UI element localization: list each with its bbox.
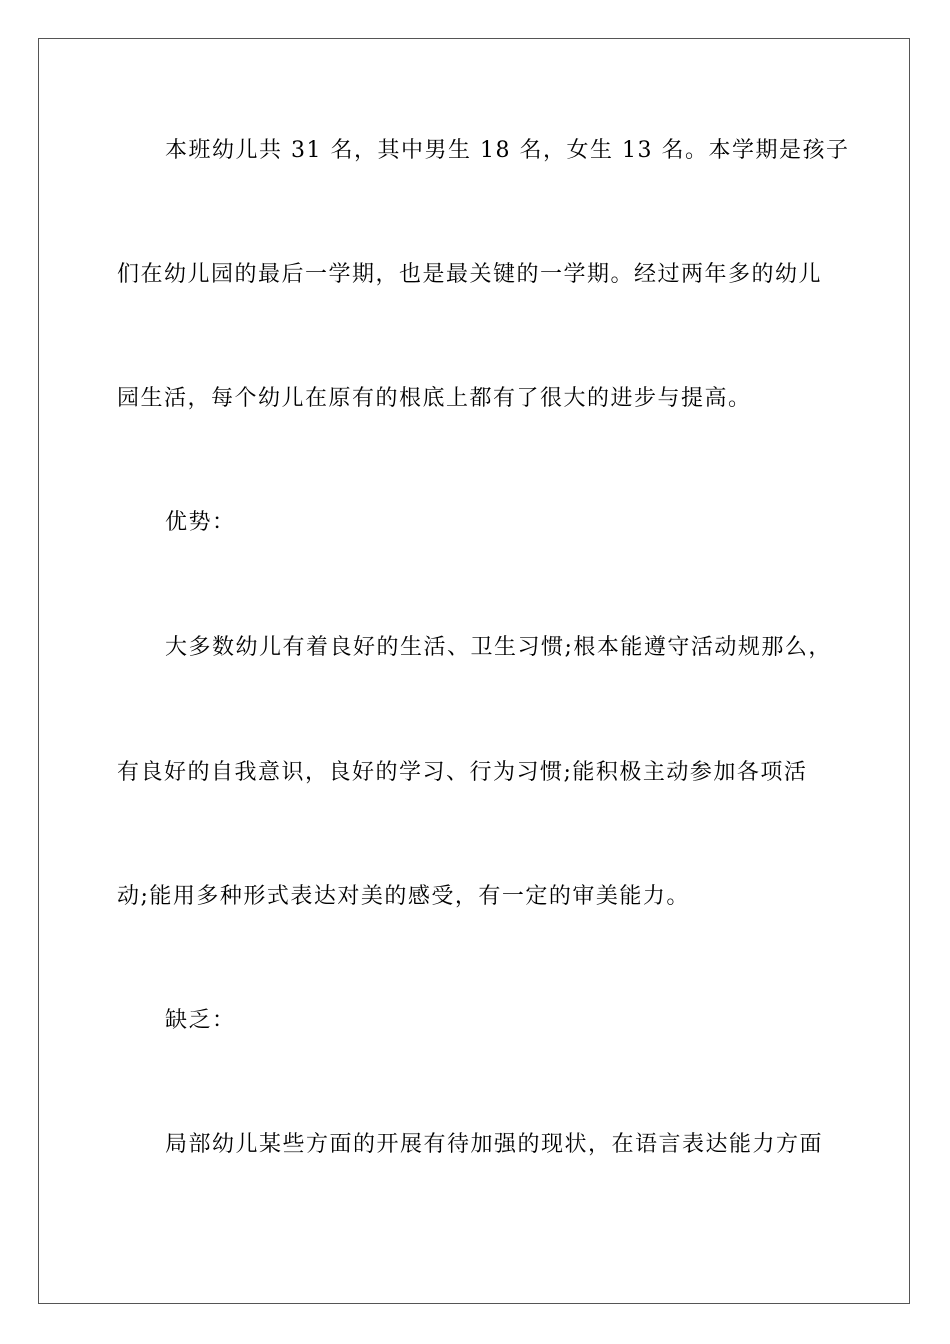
heading-strengths: 优势： bbox=[165, 510, 236, 535]
paragraph-strengths-line-3: 动;能用多种形式表达对美的感受，有一定的审美能力。 bbox=[117, 884, 690, 909]
paragraph-shortcomings-line-1: 局部幼儿某些方面的开展有待加强的现状，在语言表达能力方面 bbox=[165, 1132, 824, 1157]
paragraph-class-overview-line-2: 们在幼儿园的最后一学期，也是最关键的一学期。经过两年多的幼儿 bbox=[117, 262, 823, 287]
paragraph-class-overview-line-3: 园生活，每个幼儿在原有的根底上都有了很大的进步与提高。 bbox=[117, 386, 752, 411]
page-border bbox=[38, 38, 910, 1304]
paragraph-class-overview-line-1: 本班幼儿共 31 名，其中男生 18 名，女生 13 名。本学期是孩子 bbox=[165, 138, 850, 163]
heading-shortcomings: 缺乏： bbox=[165, 1008, 236, 1033]
paragraph-strengths-line-2: 有良好的自我意识，良好的学习、行为习惯;能积极主动参加各项活 bbox=[117, 760, 808, 785]
paragraph-strengths-line-1: 大多数幼儿有着良好的生活、卫生习惯;根本能遵守活动规那么， bbox=[165, 635, 832, 660]
